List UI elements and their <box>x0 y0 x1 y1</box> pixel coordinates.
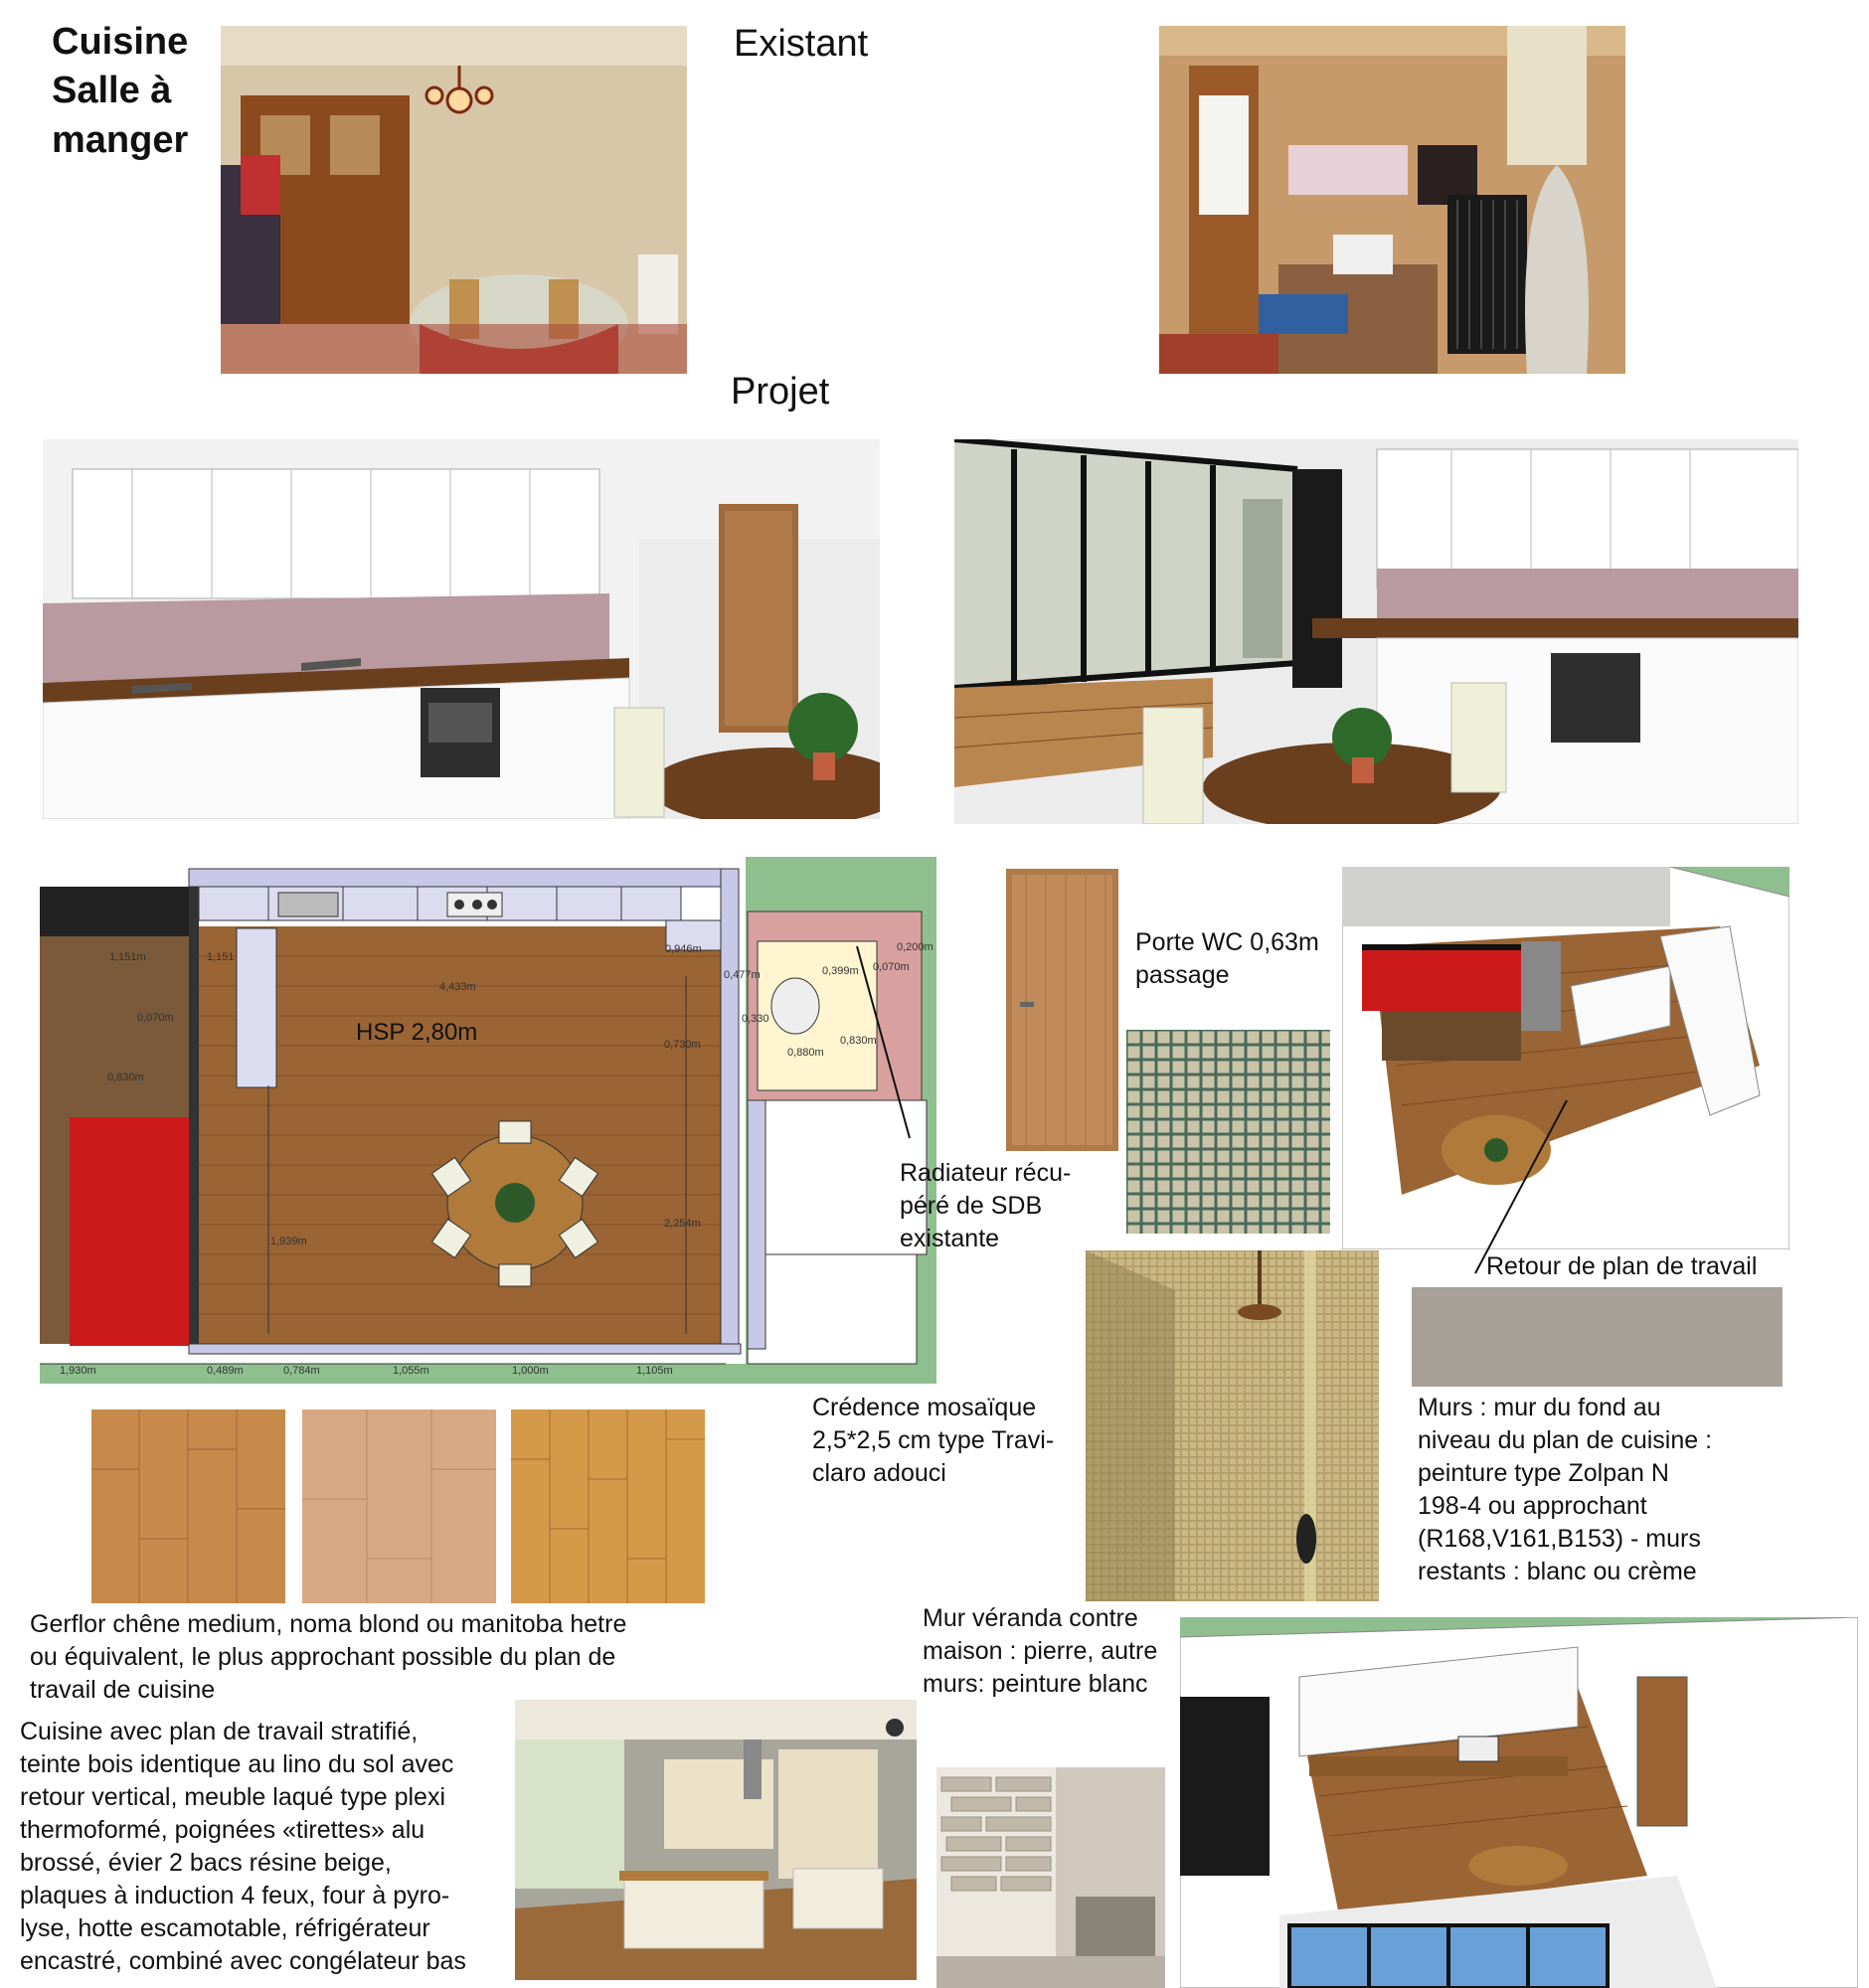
dim-d16: 0,330 <box>742 1013 769 1025</box>
walls-caption-line-1: Murs : mur du fond au <box>1418 1394 1661 1421</box>
radiator-caption-line-2: péré de SDB <box>900 1192 1043 1220</box>
door-caption-line-1: Porte WC 0,63m <box>1135 928 1319 956</box>
dim-d14: 0,880m <box>787 1047 824 1059</box>
radiator-caption-line-1: Radiateur récu- <box>900 1159 1072 1187</box>
dim-d15: 0,830m <box>840 1035 877 1047</box>
door-caption <box>1135 926 1319 992</box>
veranda-caption-line-1: Mur véranda contre <box>923 1604 1138 1632</box>
mosaic-tile-sample <box>1126 1030 1330 1234</box>
dim-d1: 1,151m <box>109 951 146 963</box>
veranda-caption-line-3: murs: peinture blanc <box>923 1670 1148 1698</box>
dim-b3: 0,784m <box>283 1365 320 1377</box>
door-sample-image <box>1006 869 1118 1151</box>
section-existing-label: Existant <box>734 23 869 65</box>
walls-caption-line-5: (R168,V161,B153) - murs <box>1418 1525 1701 1553</box>
render-3d-bottom-view <box>1180 1617 1858 1988</box>
floor-plan <box>40 857 936 1384</box>
radiator-pointer-line <box>855 944 915 1143</box>
walls-caption-line-3: peinture type Zolpan N <box>1418 1459 1669 1487</box>
floor-caption-line-2: ou équivalent, le plus approchant possible du plan de <box>30 1643 616 1671</box>
kitchen-caption-line-3: retour vertical, meuble laqué type plexi <box>20 1783 446 1811</box>
dim-d7: 0,730m <box>664 1039 701 1051</box>
kitchen-caption-line-4: thermoformé, poignées «tirettes» alu <box>20 1816 425 1844</box>
veranda-caption <box>923 1602 1157 1701</box>
stone-wall-photo <box>936 1767 1165 1988</box>
dim-d10: 0,477m <box>724 969 761 981</box>
floor-caption-line-3: travail de cuisine <box>30 1676 216 1704</box>
dim-b6: 1,105m <box>636 1365 673 1377</box>
render-project-veranda-view <box>954 439 1798 824</box>
kitchen-reference-photo <box>515 1700 917 1980</box>
kitchen-caption-line-8: encastré, combiné avec congélateur bas <box>20 1947 466 1975</box>
dim-d3: 0,946m <box>665 943 702 955</box>
dim-d5: 0,070m <box>137 1012 174 1024</box>
kitchen-caption-line-7: lyse, hotte escamotable, réfrigérateur <box>20 1914 430 1942</box>
kitchen-caption-line-1: Cuisine avec plan de travail stratifié, <box>20 1718 419 1745</box>
credence-caption-line-2: 2,5*2,5 cm type Travi- <box>812 1426 1055 1454</box>
walls-caption-line-4: 198-4 ou approchant <box>1418 1492 1647 1520</box>
wall-paint-swatch <box>1412 1287 1783 1387</box>
radiator-caption-line-3: existante <box>900 1225 1000 1252</box>
dim-d12: 0,200m <box>897 941 934 953</box>
photo-existing-dining-room <box>221 26 687 374</box>
walls-caption-line-2: niveau du plan de cuisine : <box>1418 1426 1713 1454</box>
credence-caption-line-3: claro adouci <box>812 1459 946 1487</box>
credence-mosaic-photo <box>1086 1250 1379 1601</box>
radiator-caption <box>900 1157 1071 1255</box>
dim-d4: 4,433m <box>439 981 476 993</box>
floor-sample-manitoba-hetre <box>511 1409 705 1603</box>
title-line-3: manger <box>52 118 189 161</box>
dim-d11: 0,399m <box>822 965 859 977</box>
kitchen-caption-line-2: teinte bois identique au lino du sol avec <box>20 1750 454 1778</box>
dim-b1: 1,930m <box>60 1365 96 1377</box>
section-project-label: Projet <box>731 371 830 413</box>
dim-d13: 0,070m <box>873 961 910 973</box>
dim-d2: 1,151 <box>207 951 235 963</box>
dim-b5: 1,000m <box>512 1365 549 1377</box>
credence-caption <box>812 1392 1054 1490</box>
dim-b2: 0,489m <box>207 1365 244 1377</box>
photo-existing-kitchen <box>1159 26 1625 374</box>
floor-caption-line-1: Gerflor chêne medium, noma blond ou manitoba hetre <box>30 1610 627 1638</box>
kitchen-caption-line-5: brossé, évier 2 bacs résine beige, <box>20 1849 392 1877</box>
dim-d6: 0,830m <box>107 1072 144 1083</box>
walls-caption-line-6: restants : blanc ou crème <box>1418 1558 1697 1585</box>
kitchen-caption-line-6: plaques à induction 4 feux, four à pyro- <box>20 1882 450 1909</box>
door-caption-line-2: passage <box>1135 961 1230 989</box>
page-title <box>52 18 188 165</box>
dim-d8: 1,939m <box>270 1236 307 1247</box>
title-line-2: Salle à <box>52 70 172 112</box>
title-line-1: Cuisine <box>52 21 189 63</box>
kitchen-caption <box>20 1716 466 1978</box>
walls-caption <box>1418 1392 1712 1588</box>
veranda-caption-line-2: maison : pierre, autre <box>923 1637 1158 1665</box>
dim-d9: 2,254m <box>664 1218 701 1230</box>
floor-caption <box>30 1608 626 1707</box>
dim-b4: 1,055m <box>393 1365 429 1377</box>
credence-caption-line-1: Crédence mosaïque <box>812 1394 1037 1421</box>
plan-ceiling-height: HSP 2,80m <box>356 1019 478 1046</box>
render-project-kitchen-front <box>43 439 880 819</box>
floor-sample-chene-medium <box>91 1409 285 1603</box>
worktop-return-caption: Retour de plan de travail <box>1486 1252 1758 1280</box>
floor-sample-noma-blond <box>302 1409 496 1603</box>
